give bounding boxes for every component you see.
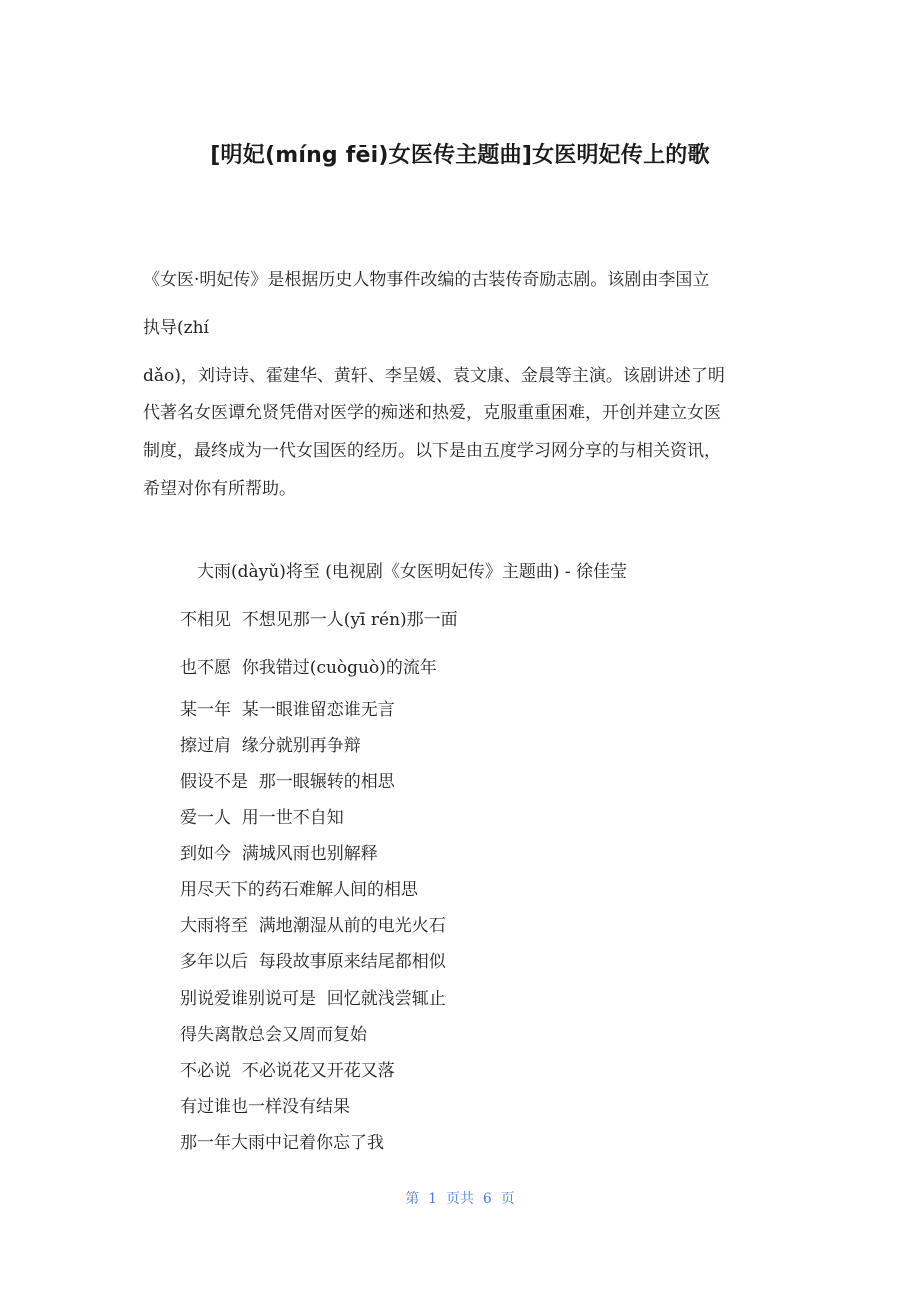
lyric-line: 那一年大雨中记着你忘了我 xyxy=(180,1133,384,1153)
intro-line: 《女医·明妃传》是根据历史人物事件改编的古装传奇励志剧。该剧由李国立 xyxy=(143,270,710,290)
lyric-line: 多年以后 每段故事原来结尾都相似 xyxy=(180,952,446,972)
lyric-line: 有过谁也一样没有结果 xyxy=(180,1097,350,1117)
page-footer: 第 1 页共 6 页 xyxy=(405,1191,515,1207)
intro-line: 希望对你有所帮助。 xyxy=(143,479,296,499)
lyric-line: 不必说 不必说花又开花又落 xyxy=(180,1061,395,1081)
intro-line: 执导(zhí xyxy=(143,318,209,338)
intro-line: 制度，最终成为一代女国医的经历。以下是由五度学习网分享的与相关资讯， xyxy=(143,441,721,461)
lyric-line: 用尽天下的药石难解人间的相思 xyxy=(180,880,418,900)
lyric-line: 假设不是 那一眼辗转的相思 xyxy=(180,772,395,792)
lyric-line: 擦过肩 缘分就别再争辩 xyxy=(180,736,361,756)
lyric-line: 到如今 满城风雨也别解释 xyxy=(180,844,378,864)
lyric-line: 不相见 不想见那一人(yī rén)那一面 xyxy=(180,610,458,630)
lyric-line: 爱一人 用一世不自知 xyxy=(180,808,344,828)
document-title: [明妃(míng fēi)女医传主题曲]女医明妃传上的歌 xyxy=(210,143,710,168)
lyric-line: 大雨将至 满地潮湿从前的电光火石 xyxy=(180,916,446,936)
lyric-line: 得失离散总会又周而复始 xyxy=(180,1025,367,1045)
intro-line: dǎo)，刘诗诗、霍建华、黄轩、李呈媛、袁文康、金晨等主演。该剧讲述了明 xyxy=(143,366,725,386)
intro-line: 代著名女医谭允贤凭借对医学的痴迷和热爱，克服重重困难，开创并建立女医 xyxy=(143,403,721,423)
lyric-line: 也不愿 你我错过(cuòguò)的流年 xyxy=(180,658,437,678)
lyric-line: 别说爱谁别说可是 回忆就浅尝辄止 xyxy=(180,989,446,1009)
song-heading: 大雨(dàyǔ)将至 (电视剧《女医明妃传》主题曲) - 徐佳莹 xyxy=(197,562,628,582)
lyric-line: 某一年 某一眼谁留恋谁无言 xyxy=(180,700,395,720)
